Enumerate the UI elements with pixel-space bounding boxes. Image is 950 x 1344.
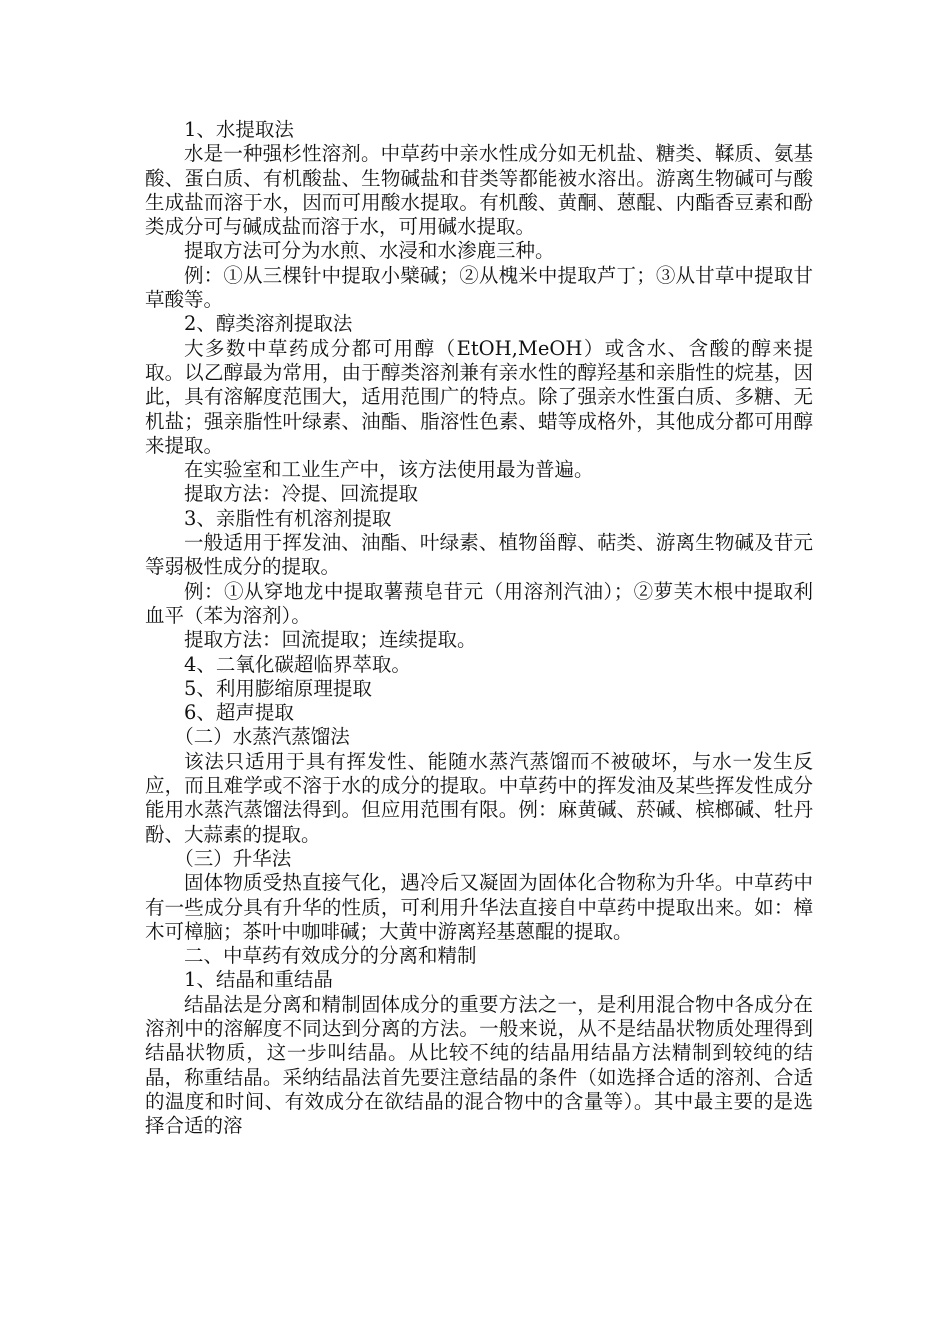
paragraph: 提取方法可分为水煎、水浸和水渗鹿三种。 <box>184 239 555 263</box>
heading-lipophilic-extraction: 3、亲脂性有机溶剂提取 <box>184 506 392 530</box>
paragraph: 水是一种强杉性溶剂。中草药中亲水性成分如无机盐、糖类、鞣质、氨基酸、蛋白质、有机酸盐、生物碱盐和苷类等都能被水溶出。游离生物碱可与酸生成盐而溶于水，因而可用酸水提取。有机酸、黄酮、蒽醌、内酯香豆素和酚类成分可与碱成盐而溶于水，可用碱水提取。 <box>145 142 813 239</box>
paragraph: 提取方法：回流提取；连续提取。 <box>184 628 477 652</box>
heading-co2-extraction: 4、二氧化碳超临界萃取。 <box>184 652 411 676</box>
heading-sublimation: （三）升华法 <box>174 846 292 870</box>
heading-separation-purification: 二、中草药有效成分的分离和精制 <box>184 944 477 968</box>
paragraph: 一般适用于挥发油、油酯、叶绿素、植物甾醇、萜类、游离生物碱及苷元等弱极性成分的提取。 <box>145 531 813 579</box>
paragraph: 该法只适用于具有挥发性、能随水蒸汽蒸馏而不被破坏，与水一发生反应，而且难学或不溶于水的成分的提取。中草药中的挥发油及某些挥发性成分能用水蒸汽蒸馏法得到。但应用范围有限。例：麻黄碱、菸碱、槟榔碱、牡丹酚、大蒜素的提取。 <box>145 749 813 846</box>
paragraph: 提取方法：冷提、回流提取 <box>184 482 419 506</box>
paragraph: 固体物质受热直接气化，遇冷后又凝固为固体化合物称为升华。中草药中有一些成分具有升华的性质，可利用升华法直接自中草药中提取出来。如：樟木可樟脑；茶叶中咖啡碱；大黄中游离羟基蒽醌的提取。 <box>145 871 813 943</box>
paragraph: 例：①从三棵针中提取小檗碱；②从槐米中提取芦丁；③从甘草中提取甘草酸等。 <box>145 263 813 312</box>
paragraph: 例：①从穿地龙中提取薯蓣皂苷元（用溶剂汽油）；②萝芙木根中提取利血平（苯为溶剂）。 <box>145 579 813 627</box>
document-body <box>145 118 813 1138</box>
heading-expansion-extraction: 5、利用膨缩原理提取 <box>184 676 372 700</box>
heading-crystallization: 1、结晶和重结晶 <box>184 968 333 992</box>
paragraph: 大多数中草药成分都可用醇（EtOH,MeOH）或含水、含酸的醇来提取。以乙醇最为常用，由于醇类溶剂兼有亲水性的醇羟基和亲脂性的烷基，因此，具有溶解度范围大，适用范围广的特点。除了强亲水性蛋白质、多糖、无机盐；强亲脂性叶绿素、油酯、脂溶性色素、蜡等成格外，其他成分都可用醇来提取。 <box>145 336 813 457</box>
heading-ultrasonic-extraction: 6、超声提取 <box>184 701 294 725</box>
paragraph: 结晶法是分离和精制固体成分的重要方法之一，是利用混合物中各成分在溶剂中的溶解度不同达到分离的方法。一般来说，从不是结晶状物质处理得到结晶状物质，这一步叫结晶。从比较不纯的结晶用结晶方法精制到较纯的结晶，称重结晶。采纳结晶法首先要注意结晶的条件（如选择合适的溶剂、合适的温度和时间、有效成分在欲结晶的混合物中的含量等）。其中最主要的是选择合适的溶 <box>145 992 813 1138</box>
heading-alcohol-extraction: 2、醇类溶剂提取法 <box>184 312 353 336</box>
paragraph: 在实验室和工业生产中，该方法使用最为普遍。 <box>184 458 594 482</box>
heading-water-extraction: 1、水提取法 <box>184 118 294 141</box>
heading-steam-distillation: （二）水蒸汽蒸馏法 <box>174 725 350 749</box>
